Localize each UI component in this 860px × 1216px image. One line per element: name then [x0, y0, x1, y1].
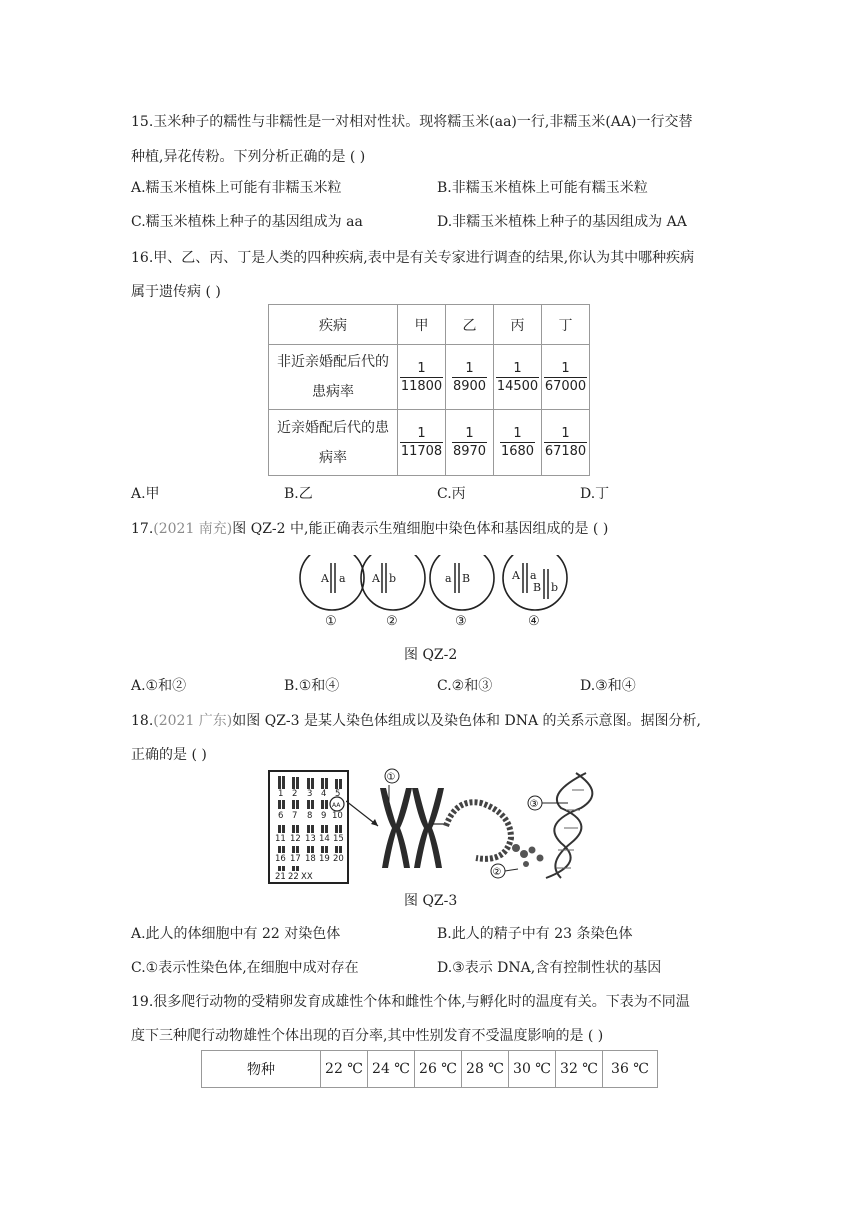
table-cell: [398, 345, 446, 410]
fraction-denominator: 14500: [496, 378, 539, 394]
karyotype-number: 20: [333, 854, 344, 864]
karyotype-number: 11: [275, 834, 286, 844]
q15-option-b[interactable]: B.非糯玉米植株上可能有糯玉米粒: [437, 180, 648, 196]
cell-number: ①: [325, 614, 337, 629]
q18-stem-line2: 正确的是 ( ): [131, 747, 207, 763]
q17-option-c[interactable]: C.②和③: [437, 678, 493, 694]
fraction-numerator: 1: [400, 425, 443, 443]
karyotype-number: 17: [290, 854, 301, 864]
fraction-numerator: 1: [544, 425, 587, 443]
chromosome-dna-diagram: [346, 768, 606, 886]
karyotype-number: 5: [335, 789, 341, 799]
karyotype-number: 4: [321, 789, 327, 799]
q16-option-a[interactable]: A.甲: [131, 486, 160, 502]
q17-number: 17.: [131, 521, 154, 537]
row-label-line: 非近亲婚配后代的: [277, 354, 389, 370]
table-header: 22 ℃: [321, 1051, 368, 1088]
gene-label: a: [445, 572, 452, 585]
q19-stem-line1: 19.很多爬行动物的受精卵发育成雄性个体和雌性个体,与孵化时的温度有关。下表为不同温: [131, 994, 690, 1010]
fraction-denominator: 11708: [400, 444, 443, 459]
fraction-denominator: 11800: [400, 378, 443, 394]
q15-stem-line1: 15.玉米种子的糯性与非糯性是一对相对性状。现将糯玉米(aa)一行,非糯玉米(AA)一行交替: [131, 114, 693, 130]
gene-label: a: [339, 572, 346, 585]
q16-disease-table: [268, 304, 590, 476]
karyotype-number: 18: [305, 854, 316, 864]
nucleosome-beads: [512, 844, 544, 867]
gene-label: b: [389, 572, 397, 585]
cell-3-diagram: [430, 555, 494, 629]
karyotype-chromosomes: [268, 770, 350, 885]
karyotype-number: 2: [292, 789, 298, 799]
row-label-line: 近亲婚配后代的患: [277, 419, 389, 436]
q18-option-a[interactable]: A.此人的体细胞中有 22 对染色体: [131, 926, 341, 942]
fraction: [400, 360, 443, 395]
q16-option-c[interactable]: C.丙: [437, 486, 466, 502]
chromatin-coil: [446, 802, 511, 859]
cell-number: ③: [455, 614, 467, 629]
q15-option-d[interactable]: D.非糯玉米植株上种子的基因组成为 AA: [437, 214, 687, 230]
table-header: 物种: [202, 1051, 321, 1088]
karyotype-number: 8: [307, 811, 313, 821]
cell-4-diagram: [503, 555, 567, 629]
fraction: [544, 425, 587, 460]
q17-option-d[interactable]: D.③和④: [580, 678, 636, 694]
table-header: 26 ℃: [415, 1051, 462, 1088]
fraction: [500, 425, 535, 460]
dna-helix: [546, 773, 592, 878]
karyotype-number: 14: [319, 834, 330, 844]
fraction-denominator: 1680: [500, 444, 535, 459]
q15-stem-line2: 种植,异花传粉。下列分析正确的是 ( ): [131, 149, 366, 165]
gene-label: b: [551, 581, 559, 594]
chromosome-x-1: [380, 788, 412, 868]
fraction-numerator: 1: [544, 360, 587, 378]
table-header: 28 ℃: [462, 1051, 509, 1088]
table-cell: [398, 410, 446, 476]
row-label-line: 病率: [319, 449, 347, 466]
karyotype-number: 3: [307, 789, 313, 799]
fraction-denominator: 67000: [544, 378, 587, 394]
q17-text: 图 QZ-2 中,能正确表示生殖细胞中染色体和基因组成的是 ( ): [232, 521, 609, 537]
fraction-numerator: 1: [500, 425, 535, 443]
row-label-line: 患病率: [312, 384, 354, 400]
karyotype-number: 6: [278, 811, 284, 821]
cell-1-diagram: [300, 555, 364, 629]
gene-label: B: [533, 581, 542, 594]
fraction: [452, 425, 487, 460]
fraction: [452, 360, 487, 395]
table-header: 36 ℃: [603, 1051, 658, 1088]
karyotype-number: 22: [288, 872, 299, 882]
row-label: [269, 410, 398, 476]
gene-label: a: [530, 569, 537, 582]
karyotype-number: 1: [278, 789, 284, 799]
cell-2-diagram: [361, 555, 425, 629]
cell-number: ②: [386, 614, 398, 629]
q18-option-d[interactable]: D.③表示 DNA,含有控制性状的基因: [437, 960, 662, 976]
karyotype-highlight-label: AA: [332, 802, 341, 809]
fraction-numerator: 1: [452, 425, 487, 443]
q17-source: (2021 南充): [153, 521, 233, 537]
q19-stem-line2: 度下三种爬行动物雄性个体出现的百分率,其中性别发育不受温度影响的是 ( ): [131, 1028, 604, 1044]
q18-number: 18.: [131, 713, 154, 729]
q17-cell-diagrams: [290, 555, 580, 630]
karyotype-number: 7: [292, 811, 298, 821]
q16-option-b[interactable]: B.乙: [284, 486, 313, 502]
q17-stem: [131, 519, 608, 539]
karyotype-number: 16: [275, 854, 286, 864]
q18-stem-line1: [131, 711, 701, 731]
gene-label: B: [462, 572, 471, 585]
table-cell: [494, 345, 542, 410]
row-label: [269, 345, 398, 410]
fraction-denominator: 67180: [544, 444, 587, 459]
fraction-numerator: 1: [496, 360, 539, 378]
figure-caption-qz2: 图 QZ-2: [404, 647, 458, 663]
table-cell: [446, 410, 494, 476]
q16-option-d[interactable]: D.丁: [580, 486, 610, 502]
karyotype-number: 9: [321, 811, 327, 821]
table-header: 32 ℃: [556, 1051, 603, 1088]
table-header: 乙: [446, 305, 494, 345]
table-header: 疾病: [269, 305, 398, 345]
chromosome-x-2: [412, 788, 444, 868]
q18-source: (2021 广东): [153, 713, 233, 729]
table-header: 丁: [542, 305, 590, 345]
fraction-numerator: 1: [452, 360, 487, 378]
fraction-denominator: 8970: [452, 444, 487, 459]
marker-2: ②: [492, 867, 502, 878]
q16-stem-line2: 属于遗传病 ( ): [131, 284, 221, 300]
figure-caption-qz3: 图 QZ-3: [404, 893, 458, 909]
table-cell: [494, 410, 542, 476]
q17-option-b[interactable]: B.①和④: [284, 678, 340, 694]
q16-stem-line1: 16.甲、乙、丙、丁是人类的四种疾病,表中是有关专家进行调查的结果,你认为其中哪种疾病: [131, 250, 695, 266]
table-cell: [542, 345, 590, 410]
q18-option-c[interactable]: C.①表示性染色体,在细胞中成对存在: [131, 960, 359, 976]
karyotype-number: 10: [332, 811, 343, 821]
table-header: 30 ℃: [509, 1051, 556, 1088]
q15-option-c[interactable]: C.糯玉米植株上种子的基因组成为 aa: [131, 214, 363, 230]
q15-option-a[interactable]: A.糯玉米植株上可能有非糯玉米粒: [131, 180, 342, 196]
table-cell: [542, 410, 590, 476]
table-header: 丙: [494, 305, 542, 345]
q19-temperature-table: [201, 1050, 658, 1088]
gene-label: A: [512, 569, 520, 582]
marker-1: ①: [386, 772, 396, 783]
q17-option-a[interactable]: A.①和②: [131, 678, 187, 694]
table-cell: [446, 345, 494, 410]
table-header: 甲: [398, 305, 446, 345]
fraction-denominator: 8900: [452, 378, 487, 394]
karyotype-number: 15: [333, 834, 344, 844]
fraction-numerator: 1: [400, 360, 443, 378]
q18-option-b[interactable]: B.此人的精子中有 23 条染色体: [437, 926, 633, 942]
gene-label: A: [372, 572, 380, 585]
karyotype-number: 21: [275, 872, 286, 882]
fraction: [544, 360, 587, 395]
q18-text: 如图 QZ-3 是某人染色体组成以及染色体和 DNA 的关系示意图。据图分析,: [232, 713, 701, 729]
karyotype-number: 19: [319, 854, 330, 864]
cell-number: ④: [528, 614, 540, 629]
karyotype-number: XX: [301, 872, 313, 882]
fraction: [400, 425, 443, 460]
karyotype-number: 12: [290, 834, 301, 844]
fraction: [496, 360, 539, 395]
marker-3: ③: [529, 799, 539, 810]
karyotype-number: 13: [305, 834, 316, 844]
table-header: 24 ℃: [368, 1051, 415, 1088]
gene-label: A: [321, 572, 329, 585]
